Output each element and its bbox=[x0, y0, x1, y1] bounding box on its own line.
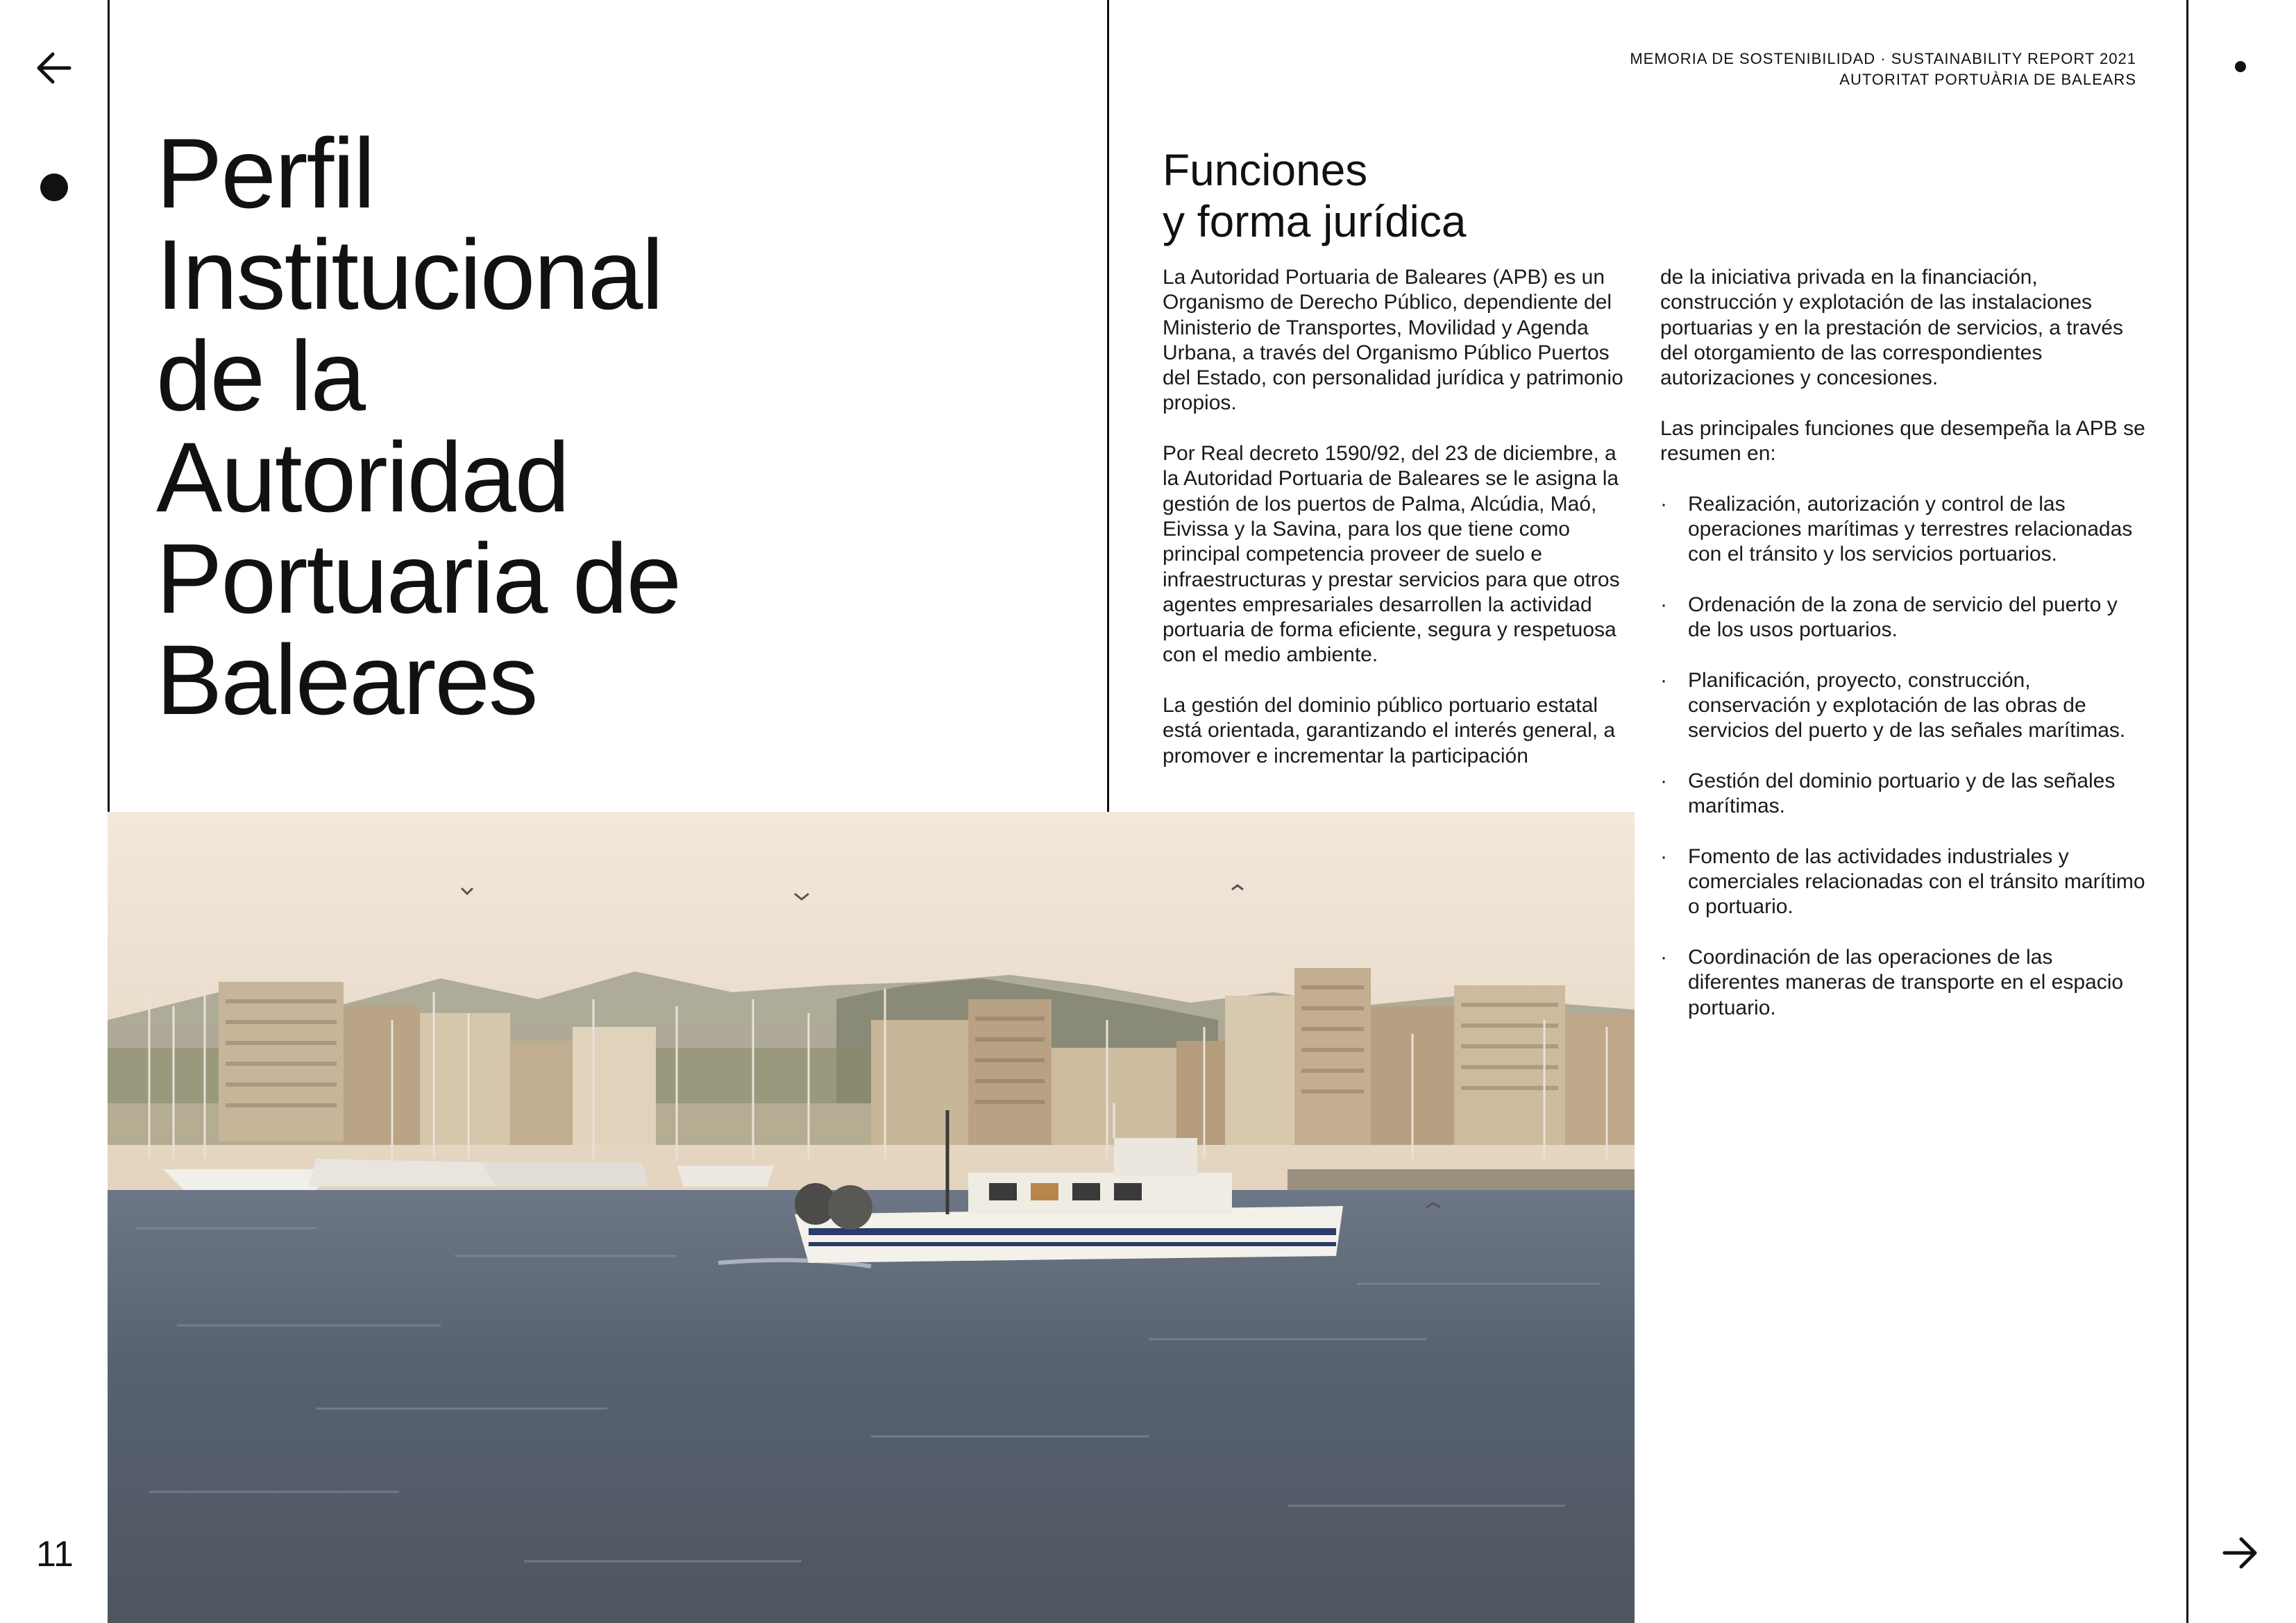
bullet-mark: · bbox=[1660, 769, 1667, 792]
list-item-text: Ordenación de la zona de servicio del puerto y de los usos portuarios. bbox=[1688, 593, 2118, 642]
harbor-photo bbox=[108, 812, 1635, 1623]
list-item bbox=[1660, 593, 2146, 643]
arrow-right-icon[interactable] bbox=[2219, 1532, 2261, 1574]
body-paragraph: Las principales funciones que desempeña la APB se resumen en: bbox=[1660, 416, 2145, 466]
list-item bbox=[1660, 492, 2146, 568]
page-title bbox=[156, 119, 1093, 736]
list-item bbox=[1660, 769, 2146, 819]
title-line: de la bbox=[156, 321, 365, 432]
bullet-mark: · bbox=[1660, 946, 1667, 969]
page-number: 11 bbox=[36, 1534, 74, 1574]
right-margin-rule bbox=[2186, 0, 2188, 1623]
list-item bbox=[1660, 668, 2146, 744]
body-paragraph: La gestión del dominio público portuario estatal está orientada, garantizando el interés general, a promover e incrementar la participación bbox=[1163, 694, 1616, 767]
bullet-mark: · bbox=[1660, 668, 1667, 692]
header-organization: AUTORITAT PORTUÀRIA DE BALEARS bbox=[1839, 71, 2136, 88]
list-item-text: Planificación, proyecto, construcción, conservación y explotación de las obras de servicios del puerto y de las señales marítimas. bbox=[1688, 668, 2126, 742]
bullet-mark: · bbox=[1660, 492, 1667, 516]
list-item-text: Coordinación de las operaciones de las diferentes maneras de transporte en el espacio portuario. bbox=[1688, 946, 2124, 1019]
body-paragraph: La Autoridad Portuaria de Baleares (APB) es un Organismo de Derecho Público, dependiente del Ministerio de Transportes, Movilidad y Agenda Urbana, a través del Organismo Público Puertos del Estado, con personalidad jurídica y patrimonio propios. bbox=[1163, 266, 1623, 415]
running-header bbox=[1630, 49, 2136, 90]
bullet-mark: · bbox=[1660, 593, 1667, 616]
body-column-left bbox=[1163, 265, 1635, 794]
list-item bbox=[1660, 945, 2146, 1021]
left-margin-rule bbox=[108, 0, 110, 812]
body-paragraph: Por Real decreto 1590/92, del 23 de diciembre, a la Autoridad Portuaria de Baleares se le asigna la gestión de los puertos de Palma, Alcúdia, Maó, Eivissa y la Savina, para los que tiene como principal competencia proveer de suelo e infraestructuras y prestar servicios para que otros agentes empresariales desarrollen la actividad portuaria de forma eficiente, segura y respetuosa con el medio ambiente. bbox=[1163, 442, 1620, 667]
list-item-text: Fomento de las actividades industriales y comerciales relacionadas con el tránsito marítimo o portuario. bbox=[1688, 844, 2145, 919]
title-line: Baleares bbox=[156, 625, 537, 736]
harbor-photo-illustration bbox=[108, 812, 1635, 1623]
section-heading-line: Funciones bbox=[1163, 145, 1368, 195]
section-heading bbox=[1163, 144, 1466, 247]
body-column-right bbox=[1660, 265, 2146, 1046]
arrow-left-icon[interactable] bbox=[33, 47, 75, 89]
title-line: Perfil bbox=[156, 119, 374, 229]
title-line: Institucional bbox=[156, 220, 663, 330]
title-line: Autoridad bbox=[156, 423, 569, 533]
header-report-title: MEMORIA DE SOSTENIBILIDAD · SUSTAINABILITY REPORT 2021 bbox=[1630, 50, 2136, 67]
center-divider-rule bbox=[1107, 0, 1109, 812]
title-line: Portuaria de bbox=[156, 524, 681, 634]
section-indicator-dot bbox=[40, 173, 68, 201]
body-paragraph: de la iniciativa privada en la financiación, construcción y explotación de las instalaciones portuarias y en la prestación de servicios, a través del otorgamiento de las correspondientes autorizaciones y concesiones. bbox=[1660, 266, 2123, 390]
bullet-mark: · bbox=[1660, 844, 1667, 868]
section-heading-line: y forma jurídica bbox=[1163, 196, 1467, 246]
list-item bbox=[1660, 844, 2146, 920]
list-item-text: Realización, autorización y control de las operaciones marítimas y terrestres relacionadas con el tránsito y los servicios portuarios. bbox=[1688, 492, 2133, 566]
page-indicator-dot bbox=[2235, 61, 2246, 72]
functions-list bbox=[1660, 492, 2146, 1021]
list-item-text: Gestión del dominio portuario y de las señales marítimas. bbox=[1688, 769, 2116, 818]
